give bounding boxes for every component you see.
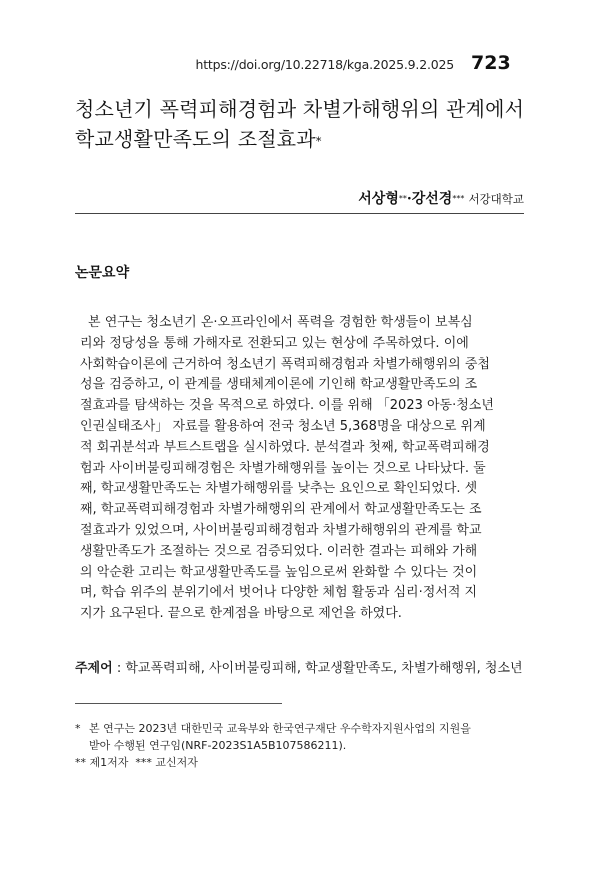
abstract-body: [80, 313, 525, 625]
footnote-1-mark: *: [75, 722, 81, 735]
abstract-line: 며, 학습 위주의 분위기에서 벗어나 다양한 체험 활동과 심리·정서적 지: [80, 585, 478, 601]
footnote-1-text: 본 연구는 2023년 대한민국 교육부와 한국연구재단 우수학자지원사업의 지원을: [89, 722, 471, 735]
title-line-1: 청소년기 폭력피해경험과 차별가해행위의 관계에서: [75, 97, 525, 121]
keywords-text: 학교폭력피해, 사이버불링피해, 학교생활만족도, 차별가해행위, 청소년: [125, 661, 523, 676]
author-2-mark: ***: [452, 194, 465, 203]
abstract-line: 본 연구는 청소년기 온·오프라인에서 폭력을 경험한 학생들이 보복심: [88, 315, 473, 330]
footnote-1-line-2: [75, 737, 525, 754]
abstract-line: 성을 검증하고, 이 관계를 생태체계이론에 기인해 학교생활만족도의 조: [80, 377, 478, 393]
title-footnote-mark: *: [315, 135, 322, 148]
keywords-separator: :: [112, 661, 126, 676]
abstract-line: 의 악순환 고리는 학교생활만족도를 높임으로써 완화할 수 있다는 것이: [80, 564, 478, 580]
author-line: [358, 188, 524, 208]
abstract-line: 생활만족도가 조절하는 것으로 검증되었다. 이러한 결과는 피해와 가해: [80, 543, 478, 559]
abstract-line: 험과 사이버불링피해경험은 차별가해행위를 높이는 것으로 나타났다. 둘: [80, 460, 486, 476]
author-1-name: 서상형: [358, 191, 399, 207]
abstract-line: 째, 학교생활만족도는 차별가해행위를 낮추는 요인으로 확인되었다. 셋: [80, 481, 478, 497]
abstract-line: 지가 요구된다. 끝으로 한계점을 바탕으로 제언을 하였다.: [80, 606, 402, 622]
author-separator: ·: [406, 191, 412, 207]
author-2-name: 강선경: [411, 191, 453, 207]
footnote-1-line-1: [75, 720, 525, 737]
abstract-line: 절효과를 탐색하는 것을 목적으로 하였다. 이를 위해 「2023 아동·청소년: [80, 398, 494, 414]
abstract-line: 리와 정당성을 통해 가해자로 전환되고 있는 현상에 주목하였다. 이에: [80, 335, 469, 351]
abstract-line: 절효과가 있었으며, 사이버불링피해경험과 차별가해행위의 관계를 학교: [80, 522, 482, 538]
keywords-line: [75, 657, 523, 676]
title-line-2: [75, 124, 535, 157]
footnotes: [75, 720, 525, 771]
abstract-line: 적 회귀분석과 부트스트랩을 실시하였다. 분석결과 첫째, 학교폭력피해경: [80, 439, 490, 455]
author-affiliation: 서강대학교: [468, 192, 524, 206]
doi-link[interactable]: https://doi.org/10.22718/kga.2025.9.2.025: [195, 57, 454, 72]
author-1-mark: **: [398, 194, 407, 203]
abstract-heading: 논문요약: [75, 265, 130, 281]
footnote-1-text-cont: 받아 수행된 연구임(NRF-2023S1A5B107586211).: [89, 739, 347, 752]
footnote-2: ** 제1저자 *** 교신저자: [75, 756, 198, 769]
title-divider: [75, 213, 524, 214]
abstract-line: 인권실태조사」 자료를 활용하여 전국 청소년 5,368명을 대상으로 위계: [80, 418, 486, 434]
paper-title: [75, 94, 535, 157]
footnote-divider: [75, 703, 282, 704]
page-number: 723: [471, 52, 511, 74]
abstract-line: 사회학습이론에 근거하여 청소년기 폭력피해경험과 차별가해행위의 중첩: [80, 356, 490, 372]
title-line-2-text: 학교생활만족도의 조절효과: [75, 127, 316, 151]
keywords-label: 주제어: [75, 661, 113, 676]
abstract-line: 째, 학교폭력피해경험과 차별가해행위의 관계에서 학교생활만족도는 조: [80, 502, 482, 518]
